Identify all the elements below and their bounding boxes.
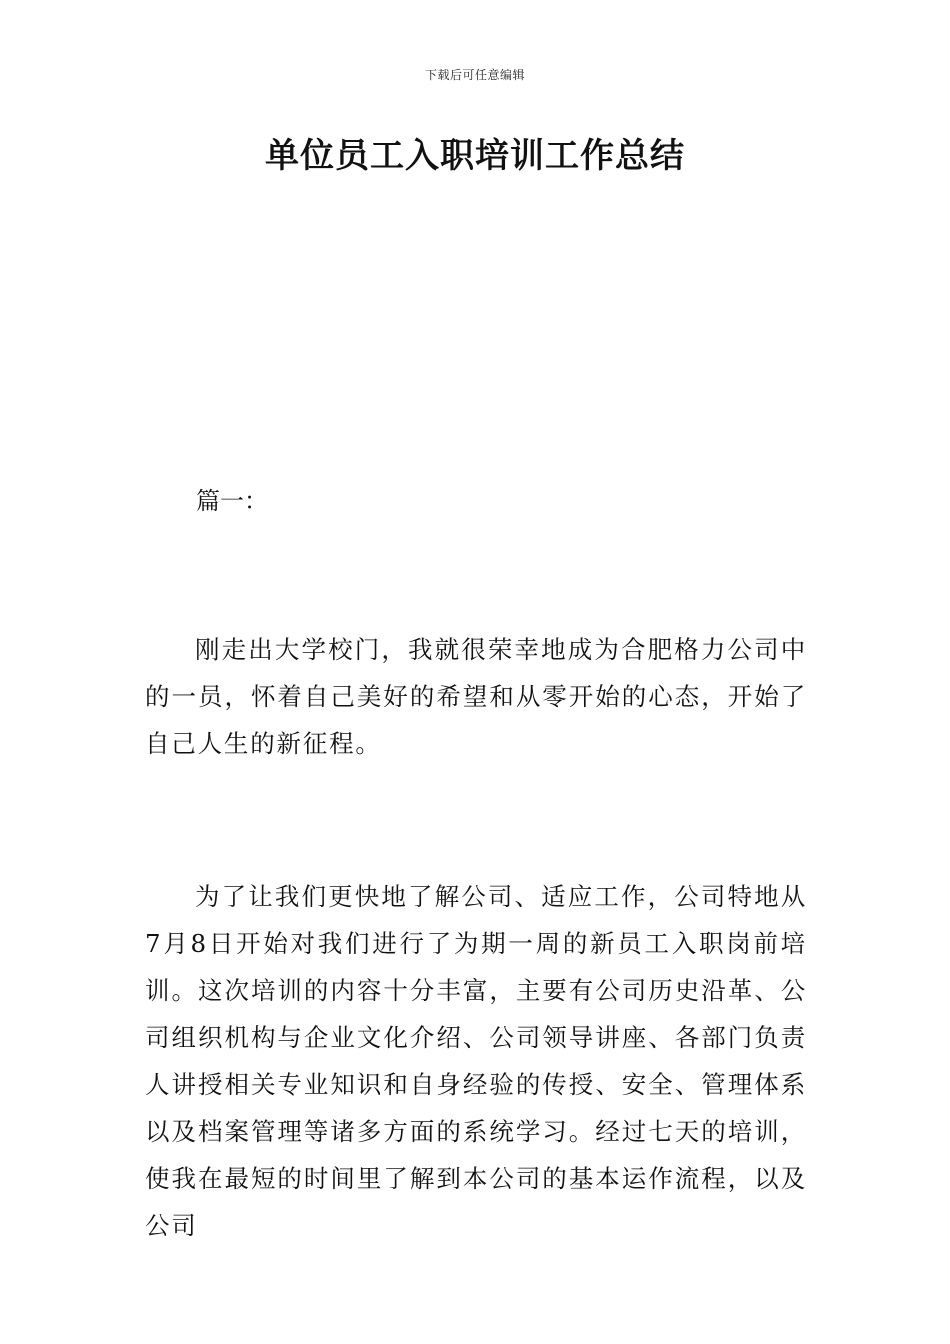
paragraph-1: 刚走出大学校门，我就很荣幸地成为合肥格力公司中的一员，怀着自己美好的希望和从零开始的心态，开始了自己人生的新征程。	[145, 635, 807, 758]
paragraph-2: 为了让我们更快地了解公司、适应工作，公司特地从7月8日开始对我们进行了为期一周的新员工入职岗前培训。这次培训的内容十分丰富，主要有公司历史沿革、公司组织机构与企业文化介绍、公司领导讲座、各部门负责人讲授相关专业知识和自身经验的传授、安全、管理体系以及档案管理等诸多方面的系统学习。经过七天的培训，使我在最短的时间里了解到本公司的基本运作流程，以及公司	[145, 882, 807, 1240]
document-title: 单位员工入职培训工作总结	[265, 136, 685, 176]
header-note: 下载后可任意编辑	[424, 68, 525, 82]
section-label: 篇一：	[196, 487, 268, 515]
